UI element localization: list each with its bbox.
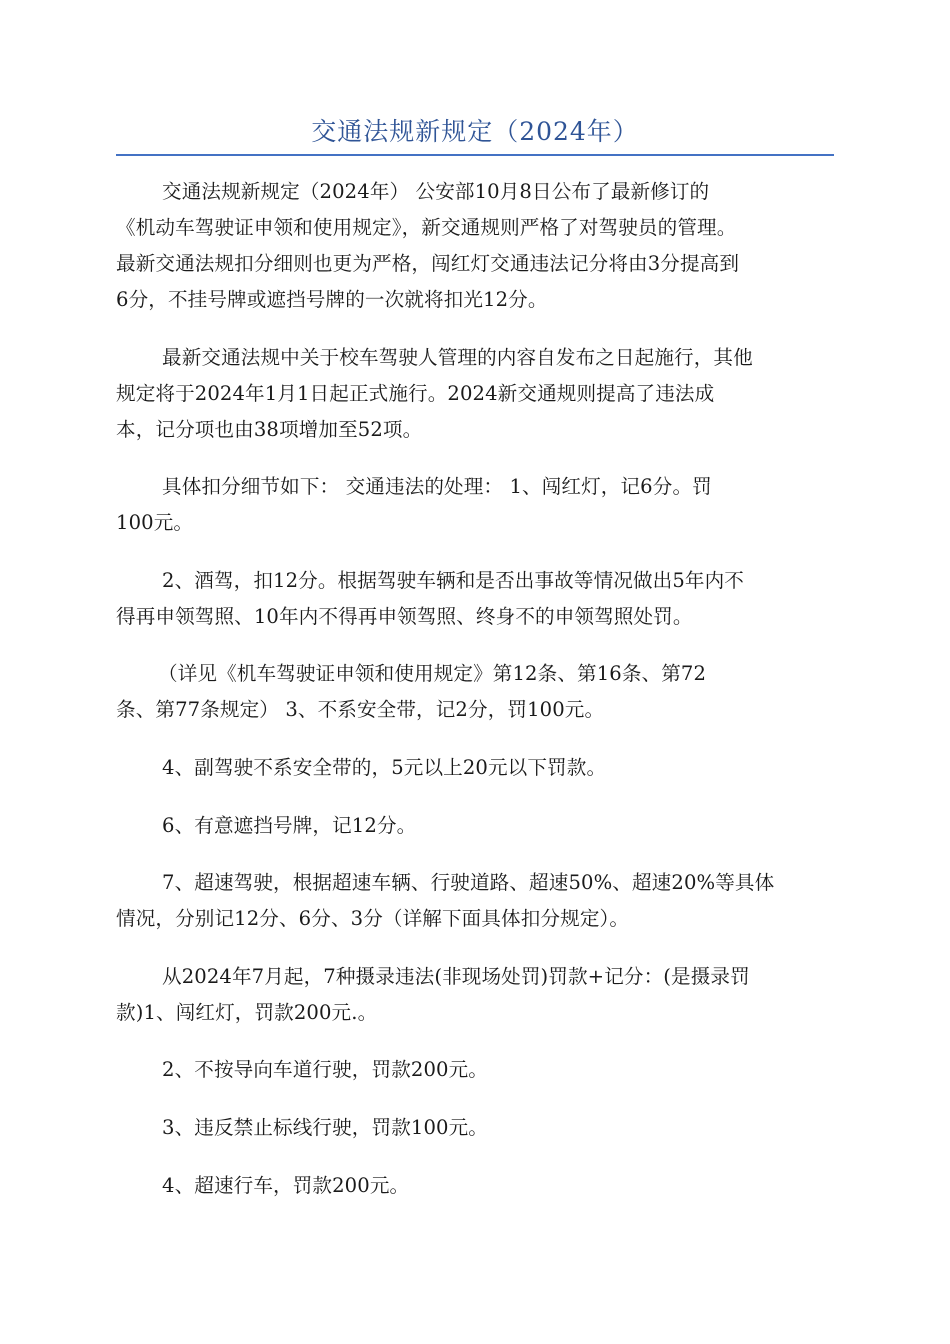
paragraph	[116, 1110, 834, 1146]
text-line: 从2024年7月起，7种摄录违法(非现场处罚)罚款+记分：(是摄录罚	[162, 964, 750, 988]
text-line: 6、有意遮挡号牌，记12分。	[162, 813, 417, 837]
paragraph	[116, 865, 834, 937]
paragraph	[116, 1168, 834, 1204]
text-line: 100元。	[116, 511, 194, 535]
text-line: 条、第77条规定） 3、不系安全带，记2分，罚100元。	[116, 698, 605, 722]
text-line: 情况，分别记12分、6分、3分（详解下面具体扣分规定）。	[116, 907, 630, 931]
paragraph	[116, 808, 834, 844]
text-line: 最新交通法规中关于校车驾驶人管理的内容自发布之日起施行，其他	[162, 345, 753, 369]
text-line: 最新交通法规扣分细则也更为严格，闯红灯交通违法记分将由3分提高到	[116, 252, 740, 275]
paragraph	[116, 656, 834, 728]
text-line: 款)1、闯红灯，罚款200元.。	[116, 1000, 378, 1024]
paragraph	[116, 750, 834, 786]
text-line: 2、酒驾，扣12分。根据驾驶车辆和是否出事故等情况做出5年内不	[162, 568, 744, 592]
text-line: 具体扣分细节如下： 交通违法的处理： 1、闯红灯，记6分。罚	[162, 475, 712, 499]
text-line: 交通法规新规定（2024年） 公安部10月8日公布了最新修订的	[162, 180, 710, 203]
text-line: 本，记分项也由38项增加至52项。	[116, 417, 423, 441]
paragraph	[116, 469, 834, 541]
text-line: 4、副驾驶不系安全带的，5元以上20元以下罚款。	[162, 755, 607, 779]
text-line: （详见《机车驾驶证申领和使用规定》第12条、第16条、第72	[158, 662, 707, 686]
text-line: 4、超速行车，罚款200元。	[162, 1173, 410, 1197]
title-underline	[116, 154, 834, 156]
text-line: 规定将于2024年1月1日起正式施行。2024新交通规则提高了违法成	[116, 381, 715, 405]
text-line: 2、不按导向车道行驶，罚款200元。	[162, 1058, 488, 1082]
text-line: 3、违反禁止标线行驶，罚款100元。	[162, 1115, 488, 1139]
paragraph	[116, 959, 834, 1031]
paragraph	[116, 1052, 834, 1088]
paragraph	[116, 563, 834, 635]
document-body	[116, 174, 834, 1225]
paragraph	[116, 340, 834, 448]
text-line: 7、超速驾驶，根据超速车辆、行驶道路、超速50%、超速20%等具体	[162, 871, 775, 895]
paragraph	[116, 174, 834, 318]
text-line: 6分，不挂号牌或遮挡号牌的一次就将扣光12分。	[116, 288, 548, 311]
document-title: 交通法规新规定（2024年）	[311, 117, 639, 146]
text-line: 得再申领驾照、10年内不得再申领驾照、终身不的申领驾照处罚。	[116, 604, 693, 628]
text-line: 《机动车驾驶证申领和使用规定》，新交通规则严格了对驾驶员的管理。	[116, 216, 737, 239]
